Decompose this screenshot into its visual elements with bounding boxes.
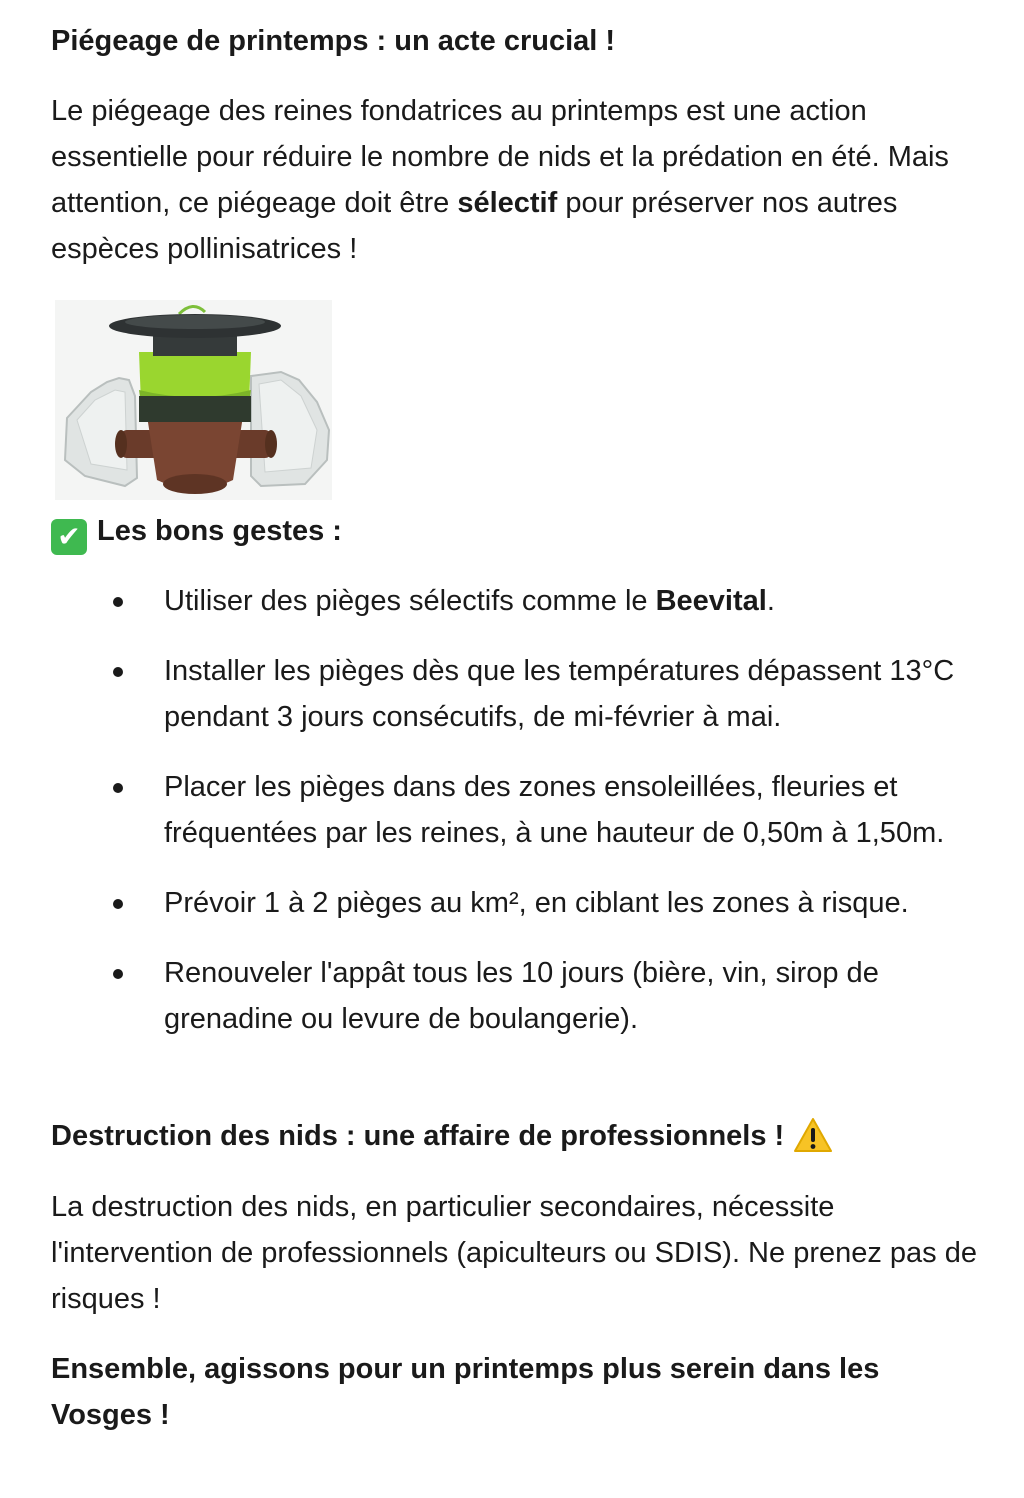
bullet-icon <box>113 667 123 677</box>
green-body <box>139 352 251 422</box>
bullet-icon <box>113 783 123 793</box>
nest-destruction-paragraph: La destruction des nids, en particulier secondaires, nécessite l'intervention de professionnels (apiculteurs ou SDIS). Ne prenez pas de risques ! <box>51 1191 977 1315</box>
list-item <box>51 880 991 926</box>
list-item <box>51 764 991 856</box>
good-practices-heading-text: Les bons gestes : <box>97 515 342 547</box>
list-item <box>51 648 991 740</box>
good-practices-heading <box>51 508 342 555</box>
intro-text-end: pour préserver nos autres espèces pollinisatrices ! <box>51 187 898 265</box>
closing-statement: Ensemble, agissons pour un printemps plus serein dans les Vosges ! <box>51 1353 880 1431</box>
hook <box>179 306 205 314</box>
nest-destruction-heading-text: Destruction des nids : une affaire de professionnels ! <box>51 1120 785 1152</box>
intro-text-start: Le piégeage des reines fondatrices au printemps est une action essentielle pour réduire le nombre de nids et la prédation en été. Mais attention, ce piégeage doit être <box>51 95 949 219</box>
check-mark-icon: ✔ <box>51 519 87 555</box>
bullet-icon <box>113 899 123 909</box>
list-item-text: Prévoir 1 à 2 pièges au km², en ciblant les zones à risque. <box>164 887 909 919</box>
section-heading-spring-trapping: Piégeage de printemps : un acte crucial ! <box>51 25 616 57</box>
intro-bold-selectif: sélectif <box>457 187 558 219</box>
warning-icon <box>794 1117 832 1167</box>
right-panel <box>251 372 329 486</box>
section-heading-nest-destruction <box>51 1113 832 1167</box>
good-practices-list <box>51 578 991 1066</box>
list-item-text: Placer les pièges dans des zones ensoleillées, fleuries et fréquentées par les reines, à une hauteur de 0,50m à 1,50m. <box>164 771 945 849</box>
trap-illustration <box>55 300 332 500</box>
bullet-icon <box>113 597 123 607</box>
black-lid <box>109 314 281 356</box>
intro-paragraph <box>51 88 981 272</box>
bullet-icon <box>113 969 123 979</box>
list-item-text-end: . <box>766 585 775 617</box>
list-item <box>51 578 991 624</box>
list-item-text: Renouveler l'appât tous les 10 jours (bière, vin, sirop de grenadine ou levure de boulangerie). <box>164 957 879 1035</box>
list-item-bold: Beevital <box>655 585 767 617</box>
list-item <box>51 950 991 1042</box>
list-item-text: Utiliser des pièges sélectifs comme le <box>164 585 656 617</box>
list-item-text: Installer les pièges dès que les températures dépassent 13°C pendant 3 jours consécutifs, de mi-février à mai. <box>164 655 955 733</box>
trap-photo <box>55 300 332 500</box>
